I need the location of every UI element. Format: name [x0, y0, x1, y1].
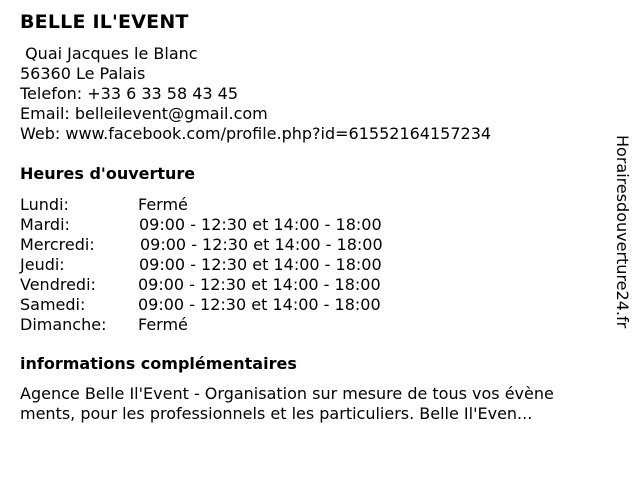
info-description	[20, 384, 600, 424]
day-label: Mercredi:	[20, 235, 95, 254]
day-label: Lundi:	[20, 195, 69, 214]
website: Web: www.facebook.com/profile.php?id=61552164157234	[20, 124, 492, 143]
time-value: 09:00 - 12:30 et 14:00 - 18:00	[139, 215, 382, 234]
info-heading: informations complémentaires	[20, 354, 297, 373]
address-city: 56360 Le Palais	[20, 64, 146, 83]
day-label: Vendredi:	[20, 275, 96, 294]
email: Email: belleilevent@gmail.com	[20, 104, 268, 123]
day-label: Dimanche:	[20, 315, 107, 334]
phone: Telefon: +33 6 33 58 43 45	[20, 84, 239, 103]
day-label: Mardi:	[20, 215, 70, 234]
time-value: 09:00 - 12:30 et 14:00 - 18:00	[140, 235, 383, 254]
info-line-1: Agence Belle Il'Event - Organisation sur mesure de tous vos évène	[20, 384, 554, 403]
business-name: BELLE IL'EVENT	[20, 11, 189, 33]
contact-block	[20, 44, 491, 144]
day-label: Samedi:	[20, 295, 86, 314]
info-line-2: ments, pour les professionnels et les particuliers. Belle Il'Even...	[20, 404, 533, 423]
time-value: Fermé	[138, 195, 188, 214]
time-value: 09:00 - 12:30 et 14:00 - 18:00	[138, 275, 381, 294]
time-value: 09:00 - 12:30 et 14:00 - 18:00	[139, 255, 382, 274]
site-watermark-label: Horairesdouverture24.fr	[613, 135, 632, 329]
time-value: 09:00 - 12:30 et 14:00 - 18:00	[138, 295, 381, 314]
address-street: Quai Jacques le Blanc	[20, 44, 198, 63]
day-label: Jeudi:	[20, 255, 65, 274]
time-value: Fermé	[138, 315, 188, 334]
hours-heading: Heures d'ouverture	[20, 164, 196, 183]
